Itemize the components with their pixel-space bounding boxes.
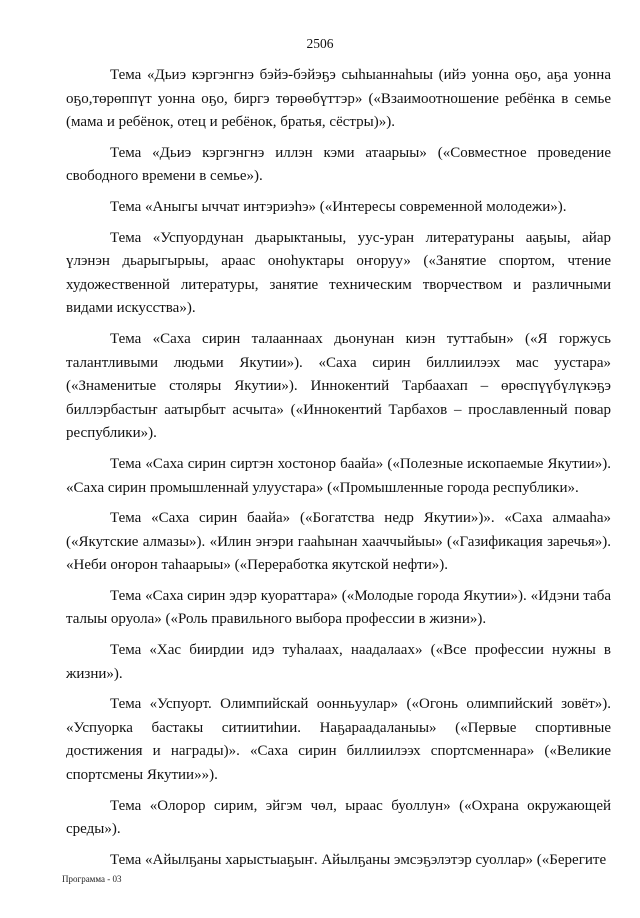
- paragraph: Тема «Успуорт. Олимпийскай оонньуулар» («Огонь олимпийский зовёт»). «Успуорка бастакы ситиитиһии. Наҕараадаланыы» («Первые спортивные достижения и награды)». «Саха сирин биллиилээх спортсменнара» («Великие спортсмены Якутии»»).: [66, 696, 611, 784]
- document-body: [66, 64, 611, 879]
- paragraph: Тема «Саха сирин сиртэн хостонор баайа» («Полезные ископаемые Якутии»). «Саха сирин промышленнай улуустара» («Промышленные города республики».: [66, 455, 611, 496]
- paragraph: Тема «Аныгы ыччат интэриэһэ» («Интересы современной молодежи»).: [110, 198, 567, 215]
- page-footer: Программа - 03: [62, 874, 122, 884]
- paragraph: Тема «Успуордунан дьарыктаныы, уус-уран литератураны ааҕыы, айар үлэнэн дьарыгырыы, араас оноһуктары оҥоруу» («Занятие спортом, чтение художественной литературы, занятие техническим творчеством и различными видами искусства»).: [66, 229, 611, 317]
- paragraph: Тема «Олорор сирим, эйгэм чөл, ыраас буоллун» («Охрана окружающей среды»).: [66, 797, 611, 838]
- paragraph: Тема «Хас биирдии идэ туһалаах, наадалаах» («Все профессии нужны в жизни»).: [66, 642, 611, 682]
- paragraph: Тема «Дьиэ кэргэнгнэ иллэн кэми атаарыы» («Совместное проведение свободного времени в семье»).: [66, 144, 611, 185]
- paragraph: Тема «Саха сирин баайа» («Богатства недр Якутии»)». «Саха алмааһа» («Якутские алмазы»). «Илин эҥэри гааһынан хааччыйыы» («Газификация заречья»). «Неби оҥорон таһаарыы» («Переработка якутской нефти»).: [66, 510, 611, 574]
- paragraph: Тема «Саха сирин эдэр куораттара» («Молодые города Якутии»). «Идэни таба талыы оруола» («Роль правильного выбора профессии в жизни»).: [66, 587, 611, 628]
- paragraph: Тема «Айылҕаны харыстыаҕыҥ. Айылҕаны эмсэҕэлэтэр суоллар» («Берегите: [110, 851, 607, 868]
- paragraph: Тема «Дьиэ кэргэнгнэ бэйэ-бэйэҕэ сыһыаннаһыы (ийэ уонна оҕо, аҕа уонна оҕо,төрөппүт уонна оҕо, биргэ төрөөбүттэр» («Взаимоотношение ребёнка в семье (мама и ребёнок, отец и ребёнок, братья, сёстры)»).: [66, 67, 611, 131]
- paragraph: Тема «Саха сирин талааннаах дьонунан киэн туттабын» («Я горжусь талантливыми людьми Якутии»). «Саха сирин биллиилээх мас уустара» («Знаменитые столяры Якутии»). Иннокентий Тарбаахап – өрөспүүбүлүкэҕэ биллэрбастыҥ аатырбыт асчыта» («Иннокентий Тарбахов – прославленный повар республики»).: [66, 330, 611, 442]
- page-number: 2506: [306, 36, 334, 51]
